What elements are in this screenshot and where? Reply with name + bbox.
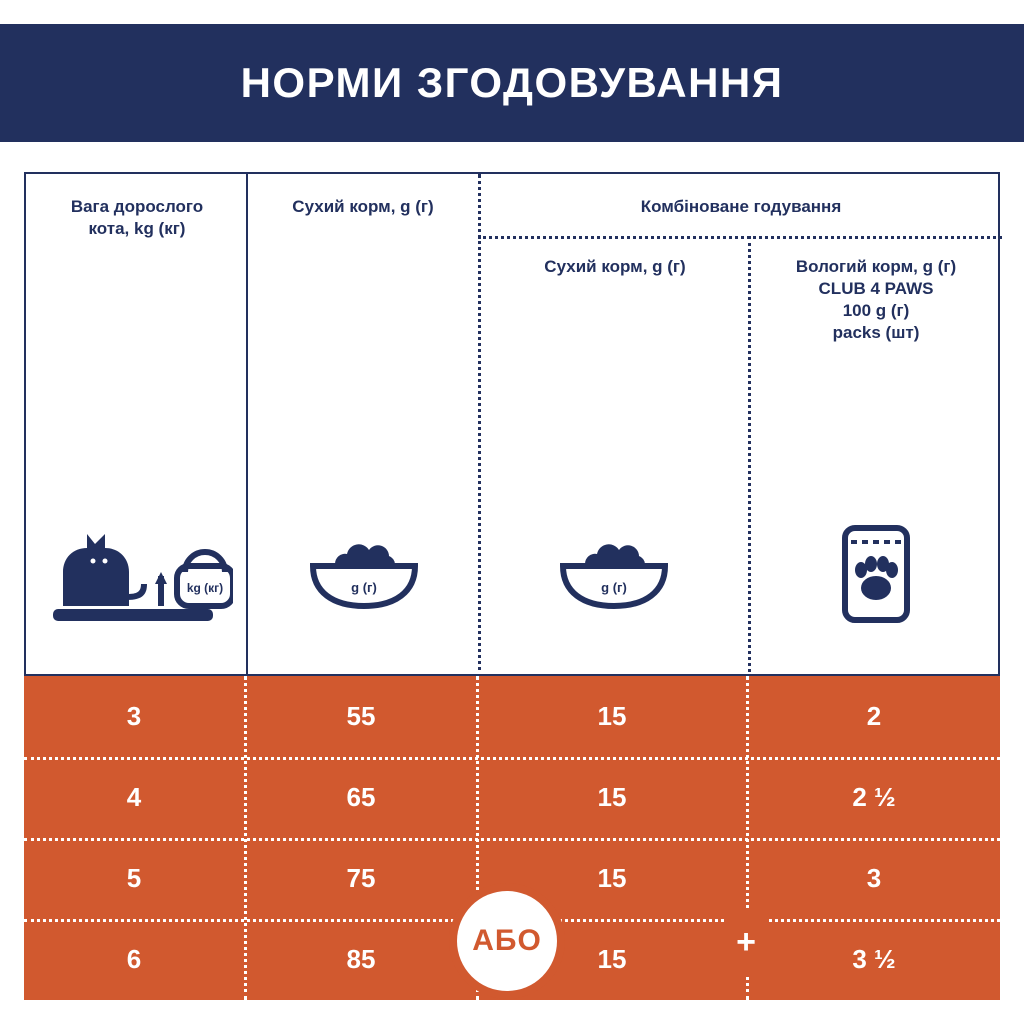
cell-dry: 55	[346, 701, 376, 731]
header-weight	[32, 196, 242, 240]
food-bowl-combined-icon	[482, 504, 746, 644]
cell-weight: 4	[126, 782, 142, 812]
cell-weight: 3	[126, 701, 142, 731]
combined-header-divider	[478, 236, 1002, 239]
column-divider-1	[246, 174, 248, 678]
cell-weight: 6	[126, 944, 142, 974]
pouch-paw-icon	[752, 504, 1000, 644]
page-header	[0, 24, 1024, 142]
column-divider-2	[478, 174, 481, 678]
cell-combined-dry: 15	[597, 863, 627, 893]
cell-combined-wet: 3	[866, 863, 882, 893]
table-head	[24, 172, 1000, 676]
header-wet-line3: 100 g (г)	[842, 301, 910, 321]
svg-text:g (г): g (г)	[351, 580, 377, 595]
feeding-table	[24, 172, 1000, 1000]
cell-combined-wet: 3 ½	[852, 944, 896, 974]
cell-dry: 65	[346, 782, 376, 812]
header-dry-food: Сухий корм, g (г)	[292, 197, 434, 216]
svg-text:kg (кг): kg (кг)	[186, 581, 224, 595]
header-wet-line2: CLUB 4 PAWS	[818, 279, 934, 299]
header-combined-wet	[752, 256, 1000, 344]
page-title: НОРМИ ЗГОДОВУВАННЯ	[240, 59, 784, 106]
cell-dry: 75	[346, 863, 376, 893]
plus-badge: +	[736, 922, 756, 961]
cell-combined-dry: 15	[597, 782, 627, 812]
cell-dry: 85	[346, 944, 376, 974]
cell-combined-wet: 2 ½	[852, 782, 896, 812]
svg-text:g (г): g (г)	[601, 580, 627, 595]
table-row	[24, 676, 1000, 757]
header-combined-dry: Сухий корм, g (г)	[544, 257, 686, 276]
or-badge: АБО	[457, 891, 557, 991]
cell-weight: 5	[126, 863, 142, 893]
header-wet-line1: Вологий корм, g (г)	[795, 257, 957, 276]
cell-combined-dry: 15	[597, 944, 627, 974]
column-divider-3	[748, 236, 751, 678]
header-combined-feeding: Комбіноване годування	[640, 197, 842, 216]
header-wet-line4: packs (шт)	[832, 323, 920, 343]
table-row	[24, 757, 1000, 838]
cell-combined-wet: 2	[866, 701, 882, 731]
header-weight-line1: Вага дорослого	[70, 197, 204, 216]
table-body	[24, 676, 1000, 1000]
cell-combined-dry: 15	[597, 701, 627, 731]
header-weight-line2: кота, kg (кг)	[88, 219, 186, 239]
food-bowl-icon	[252, 504, 476, 644]
cat-on-scale-icon	[32, 504, 244, 644]
